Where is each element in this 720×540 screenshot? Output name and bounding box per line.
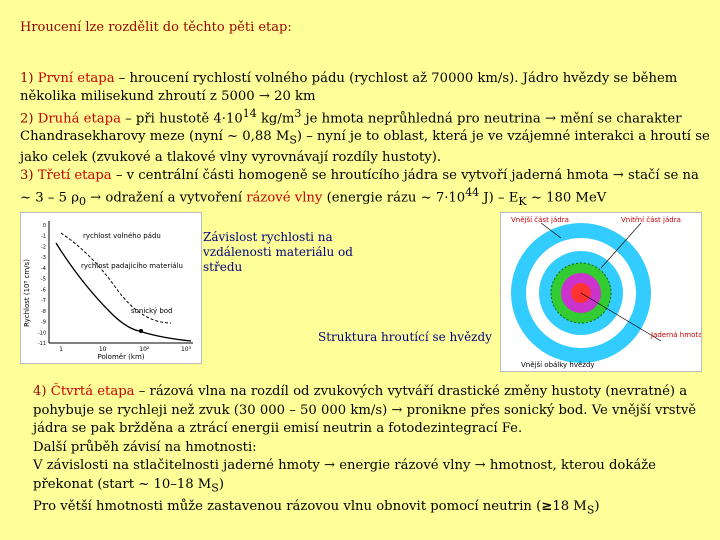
x-tick-label: 10²	[139, 346, 150, 353]
infall-curve	[56, 243, 191, 341]
stage-3-number: 3)	[20, 167, 34, 183]
label-nuclear: Jaderná hmota	[651, 331, 701, 339]
x-tick-label: 10³	[180, 346, 192, 353]
stage-1-label: První etapa	[37, 71, 115, 86]
stage-2-exp-a: 14	[242, 107, 257, 120]
stage-2-number: 2)	[20, 111, 34, 127]
stage-2-sub-s: S	[289, 133, 297, 147]
page-title: Hroucení lze rozdělit do těchto pěti etap:	[20, 20, 292, 35]
velocity-xlabel: Poloměr (km)	[97, 353, 145, 361]
structure-caption: Struktura hroutící se hvězdy	[318, 330, 492, 344]
y-tick-label: -3	[41, 255, 46, 262]
stage-4	[33, 383, 703, 520]
label-free-fall: rychlost volného pádu	[83, 232, 161, 240]
y-tick-label: -5	[41, 276, 46, 283]
stage-4-line3-sub: S	[211, 481, 219, 495]
stage-1-text: – hroucení rychlostí volného pádu (rychlost až 70000 km/s). Jádro hvězdy se během několika milisekund zhroutí z 5000 → 20 km	[20, 71, 678, 104]
stage-3-label: Třetí etapa	[37, 167, 112, 183]
stage-3-highlight: rázové vlny	[246, 190, 323, 206]
stage-2-text-b: kg/m	[256, 111, 295, 127]
stage-4-line4c: )	[594, 499, 600, 515]
stage-4-line3	[33, 457, 703, 498]
label-inner-core: Vnitřní část jádra	[621, 216, 681, 224]
stage-3	[20, 167, 710, 211]
structure-diagram	[501, 213, 701, 371]
stage-4-line4	[33, 498, 703, 520]
velocity-figure	[20, 212, 202, 364]
stage-2-exp-b: 3	[294, 107, 302, 120]
velocity-plot	[21, 213, 201, 363]
y-tick-label: -11	[37, 341, 46, 347]
stage-2	[20, 105, 710, 167]
y-tick-label: -10	[37, 330, 46, 337]
y-tick-label: -9	[41, 319, 46, 326]
y-tick-label: -6	[41, 287, 46, 294]
stage-4-line4b: 18 M	[552, 499, 587, 515]
stage-3-exp: 44	[465, 186, 480, 200]
stage-4-line4a: Pro větší hmotnosti může zastavenou rázovou vlnu obnovit pomocí neutrin (	[33, 499, 542, 515]
velocity-ylabel: Rychlost (10⁸ cm/s)	[23, 259, 31, 327]
stage-3-text-e: ~ 180 MeV	[526, 190, 607, 206]
stage-4-text: – rázová vlna na rozdíl od zvukových vytváří drastické změny hustoty (nevratné) a pohybuje se rychleji než zvuk (30 000 – 50 000 km/s) → pronikne přes sonický bod. Ve vnější vrstvě jádra se pak bržděna a ztrácí energii emisí neutrin a fotodezintegrací Fe.	[33, 384, 697, 437]
stage-3-text-b: → odražení a vytvoření	[85, 190, 247, 206]
stage-4-label: Čtvrtá etapa	[50, 384, 135, 399]
stage-3-text-c: (energie rázu ~ 7·10	[322, 190, 466, 206]
stage-4-line3a: V závislosti na stlačitelnosti jaderné hmoty → energie rázové vlny → hmotnost, kterou dokáže překonat (start ~ 10–18 M	[33, 458, 656, 492]
stage-4-line3b: )	[218, 476, 224, 492]
y-tick-label: -2	[41, 244, 46, 251]
stage-3-sub-k: K	[518, 195, 527, 209]
label-outer-envelope: Vnější obálky hvězdy	[521, 361, 595, 369]
y-ticks	[38, 223, 46, 347]
y-tick-label: -4	[41, 265, 46, 272]
y-tick-label: -1	[41, 233, 46, 240]
label-sonic: sonický bod	[131, 307, 173, 315]
x-tick-label: 10	[98, 346, 107, 353]
stage-3-sub-0: 0	[78, 195, 86, 209]
stage-2-label: Druhá etapa	[37, 111, 121, 127]
label-outer-core: Vnější část jádra	[511, 216, 569, 224]
x-tick-label: 1	[59, 346, 63, 353]
label-infall: rychlost padajícího materiálu	[81, 262, 183, 270]
y-tick-label: -8	[41, 308, 46, 315]
stage-2-text-a: – při hustotě 4·10	[120, 111, 243, 127]
y-tick-label: -7	[41, 298, 46, 305]
stage-4-line2: Další průběh závisí na hmotnosti:	[33, 439, 257, 455]
stage-4-intro	[33, 383, 703, 439]
stage-4-line4-sym: ≥	[541, 499, 553, 515]
stage-2-text-d: ) – nyní je to oblast, která je ve vzájemné interakci a hroutí se jako celek (zvukové a tlakové vlny vyrovnávají rozdíly hustoty).	[20, 128, 710, 166]
stage-4-number: 4)	[33, 384, 47, 399]
stages-1-3	[20, 70, 710, 211]
x-ticks	[59, 346, 192, 353]
stage-4-line4-sub: S	[586, 503, 595, 517]
structure-figure	[500, 212, 702, 372]
stage-3-text-a: – v centrální části homogeně se hroutícího jádra se vytvoří jaderná hmota → stačí se na ~ 3 – 5 ρ	[20, 167, 699, 206]
stage-2-text-c: je hmota neprůhledná pro neutrina → mění se charakter Chandrasekharovy meze (nyní ~ 0,88 M	[20, 111, 682, 144]
velocity-caption: Závislost rychlosti na vzdálenosti materiálu od středu	[203, 230, 353, 274]
stage-3-text-d: J) – E	[479, 190, 519, 206]
stage-1	[20, 70, 710, 105]
sonic-point-marker	[139, 329, 143, 333]
y-tick-label: 0	[42, 223, 46, 229]
stage-1-number: 1)	[20, 71, 34, 86]
